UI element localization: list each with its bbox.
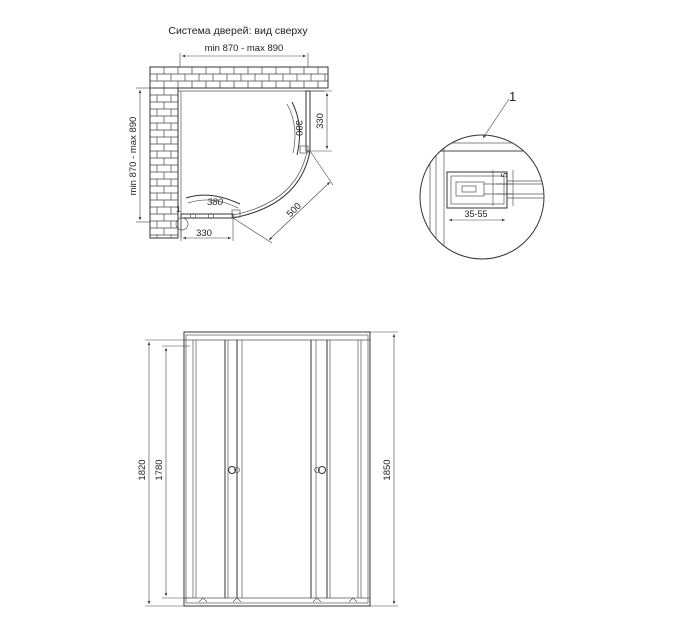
width-dimension [180, 43, 308, 67]
left-outer-label: 1820 [137, 459, 148, 481]
right-label: 1850 [382, 459, 393, 481]
detail-callout-label: 1 [509, 89, 517, 104]
enclosure-frame [178, 88, 328, 238]
right-offset-dimension [310, 91, 332, 151]
front-view [137, 332, 398, 606]
left-handle [229, 467, 240, 474]
width-label: min 870 - max 890 [204, 43, 284, 54]
door-vertical-label: 380 [293, 120, 304, 136]
top-view-title: Система дверей: вид сверху [168, 25, 308, 37]
callout-small-label: 1 [176, 204, 181, 214]
total-height-dimension [370, 332, 398, 606]
inner-height-dimension [154, 346, 190, 598]
bottom-offset-dimension [181, 218, 233, 241]
diagonal-label: 500 [284, 200, 304, 220]
door-horizontal-label: 380 [207, 197, 223, 208]
height-label: min 870 - max 890 [128, 116, 139, 196]
left-inner-label: 1780 [154, 459, 165, 481]
detail-view [420, 89, 550, 260]
bottom-offset-label: 330 [196, 228, 212, 239]
right-offset-label: 330 [315, 113, 326, 129]
height-dimension [128, 88, 150, 222]
profile-label: 35-55 [464, 209, 488, 219]
top-view [128, 25, 333, 243]
gap-label: 5 [499, 172, 509, 178]
